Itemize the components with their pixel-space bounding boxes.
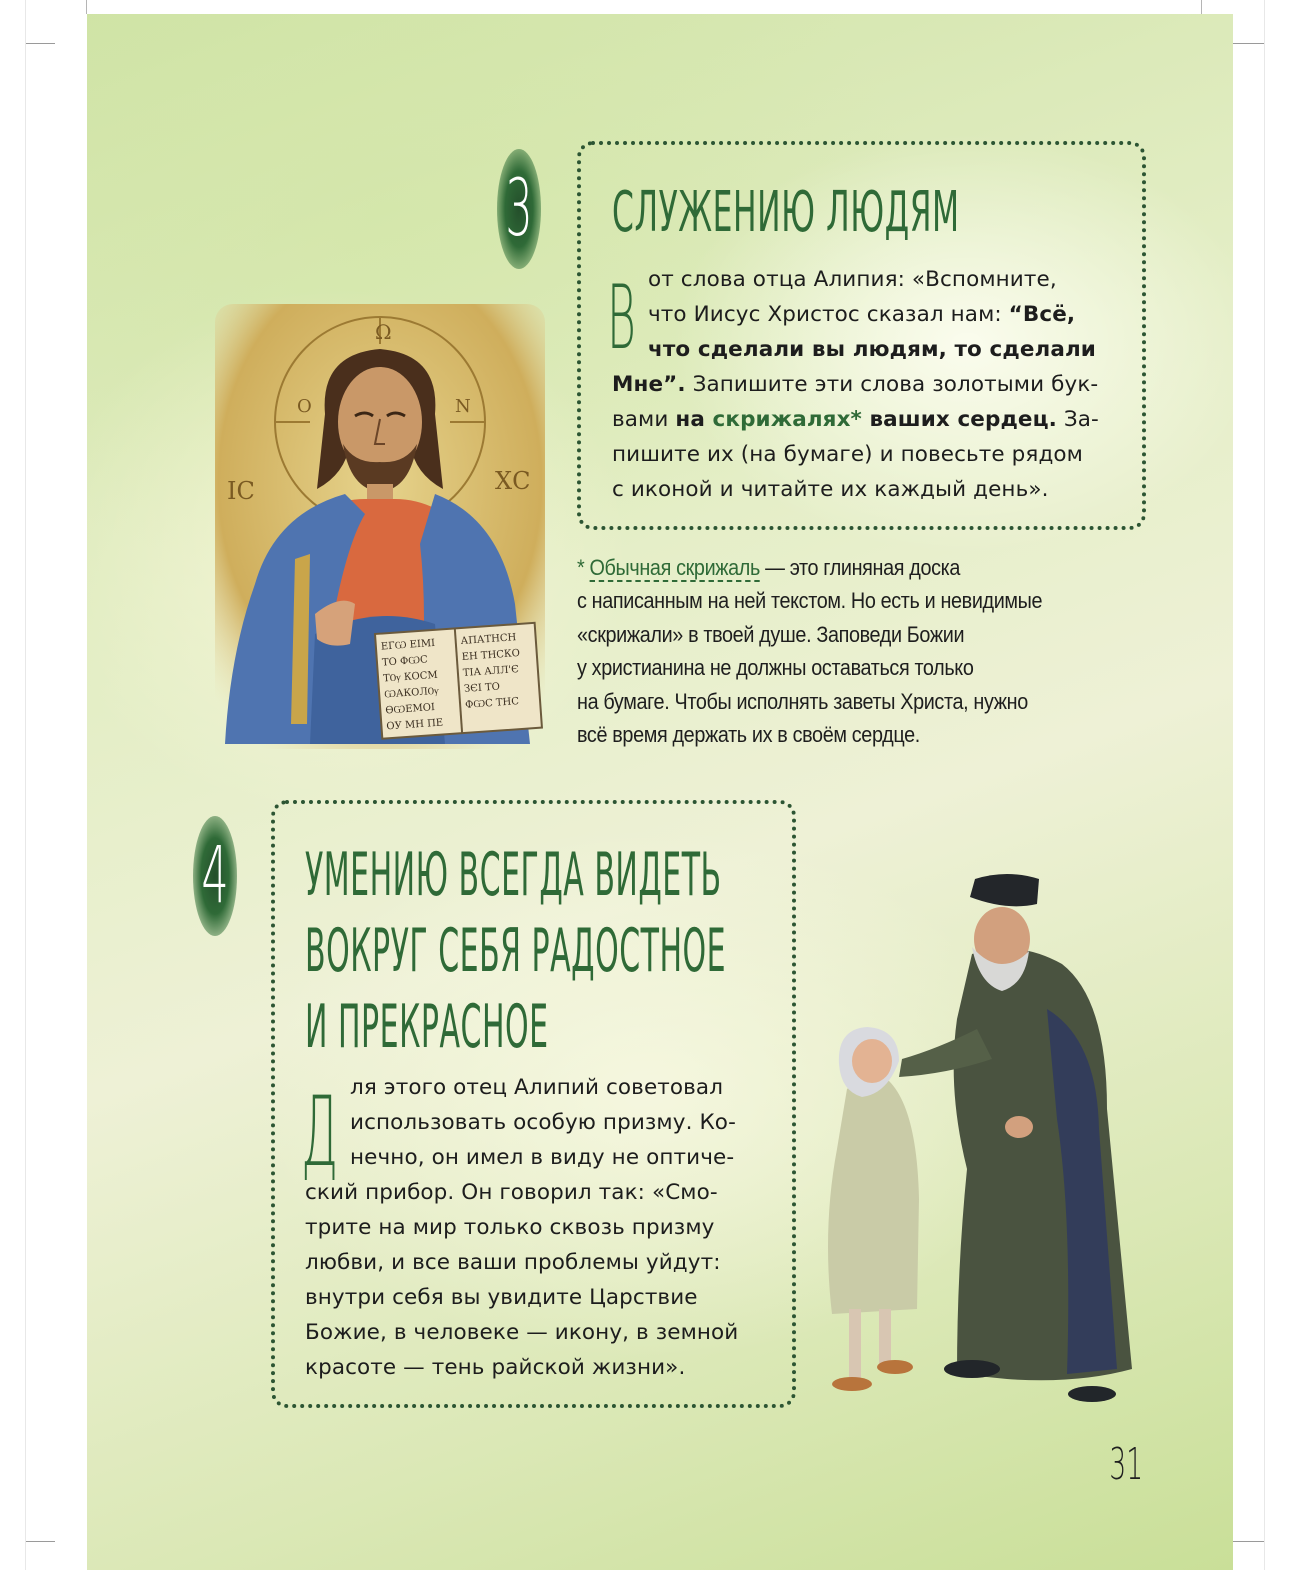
book-text-line: ОУ МН ПЕ [386, 717, 444, 733]
text-run: За- [1056, 407, 1099, 432]
section-4-dropcap: Д [301, 1076, 339, 1188]
section-3-line [612, 297, 1112, 332]
section-4-line: ский прибор. Он говорил так: «Смо- [305, 1180, 718, 1205]
frame-outer-right [1264, 0, 1265, 1570]
text-run: от слова отца Алипия: «Вспомните, [648, 267, 1057, 292]
section-3-line [612, 472, 1112, 507]
text-run: что сделали вы людям, то сделали [648, 337, 1096, 362]
footnote-star: * [577, 555, 585, 580]
text-run: ваших сердец. [861, 407, 1057, 432]
section-4-title-line-3: И ПРЕКРАСНОЕ [305, 992, 549, 1062]
book-text-line: ФѠС ТНС [464, 696, 520, 711]
frame-left-edge [86, 0, 87, 14]
section-4-title-line-1: УМЕНИЮ ВСЕГДА ВИДЕТЬ [305, 840, 722, 910]
book-text-line: АПАТНСН [460, 632, 517, 648]
text-run: “Всё, [1008, 302, 1076, 327]
text-run: что Иисус Христос сказал нам: [648, 302, 1009, 327]
monk-and-child-illustration [807, 869, 1157, 1404]
section-3-line [612, 262, 1112, 297]
footnote-line: с написанным на ней текстом. Но есть и невидимые [577, 588, 1043, 614]
page-number: 31 [1109, 1439, 1143, 1490]
text-run: с иконой и читайте их каждый день». [612, 477, 1049, 502]
christ-icon-illustration [215, 304, 545, 749]
section-4-number: 4 [201, 831, 229, 921]
section-4-title-line-2: ВОКРУГ СЕБЯ РАДОСТНОЕ [305, 916, 727, 986]
book-text-line: ѠАКОЛѸ [383, 685, 440, 701]
nimbus-letter-top: Ω [375, 320, 392, 344]
section-3-dropcap: В [607, 266, 636, 369]
book-text-line: ТІА АЛЛ'Є [462, 664, 520, 679]
section-3-number-badge [497, 149, 541, 269]
crop-mark-top-right [1233, 43, 1265, 44]
text-run: на [675, 407, 713, 432]
book-text-line: ТО ФѠС [381, 654, 429, 669]
section-4-line: любви, и все ваши проблемы уйдут: [305, 1250, 721, 1275]
section-4-line: ля этого отец Алипий советовал [350, 1075, 724, 1100]
book-text-line: ЗЄІ ТО [463, 681, 501, 695]
icon-letters-ic: ІС [227, 477, 255, 505]
footnote-first-line [577, 551, 1042, 584]
book-page [87, 14, 1233, 1570]
footnote [577, 551, 1042, 751]
frame-outer-left [25, 0, 26, 1570]
section-3-line [612, 437, 1112, 472]
footnote-term: Обычная скрижаль [589, 555, 760, 580]
frame-right-edge [1201, 0, 1202, 14]
footnote-line: у христианина не должны оставаться только [577, 655, 974, 681]
crop-mark-top-left [25, 43, 55, 44]
section-3-body [612, 262, 1112, 507]
text-run: Запишите эти слова золотыми бук- [685, 372, 1099, 397]
book-text-line: ѲѠЕМОІ [385, 702, 436, 717]
footnote-line: на бумаге. Чтобы исполнять заветы Христа, нужно [577, 688, 1028, 714]
footnote-first-rest: — это глиняная доска [759, 555, 961, 580]
text-run: вами [612, 407, 676, 432]
nimbus-letter-right: Ν [455, 396, 471, 417]
footnote-line: «скрижали» в твоей душе. Заповеди Божии [577, 621, 965, 647]
section-3-title: СЛУЖЕНИЮ ЛЮДЯМ [612, 180, 960, 245]
footnote-line: всё время держать их в своём сердце. [577, 722, 920, 748]
section-3-line [612, 332, 1112, 367]
section-3-line [612, 402, 1112, 437]
text-run: Мне”. [612, 372, 686, 397]
section-4-line: Божие, в человеке — икону, в земной [305, 1320, 739, 1345]
glossary-term: скрижалях* [712, 407, 862, 432]
nimbus-letter-left: Ο [297, 396, 312, 417]
icon-letters-xc: ХС [495, 467, 531, 495]
section-4-line: нечно, он имел в виду не оптиче- [350, 1145, 735, 1170]
section-4-number-badge [193, 816, 237, 936]
crop-mark-bottom-left [25, 1541, 55, 1542]
section-4-line: внутри себя вы увидите Царствие [305, 1285, 698, 1310]
text-run: пишите их (на бумаге) и повесьте рядом [612, 442, 1083, 467]
section-4-line: использовать особую призму. Ко- [350, 1110, 736, 1135]
section-3-line [612, 367, 1112, 402]
section-4-line: красоте — тень райской жизни». [305, 1355, 686, 1380]
book-text-line: ЕГѠ ЕІМІ [380, 637, 436, 653]
book-text-line: ТѸ КОСМ [382, 669, 439, 685]
book-text-line: ЕН ТНСКО [461, 647, 521, 663]
section-4-body [305, 1070, 775, 1385]
section-4-line: трите на мир только сквозь призму [305, 1215, 715, 1240]
crop-mark-bottom-right [1233, 1541, 1265, 1542]
section-3-number: 3 [505, 164, 533, 254]
